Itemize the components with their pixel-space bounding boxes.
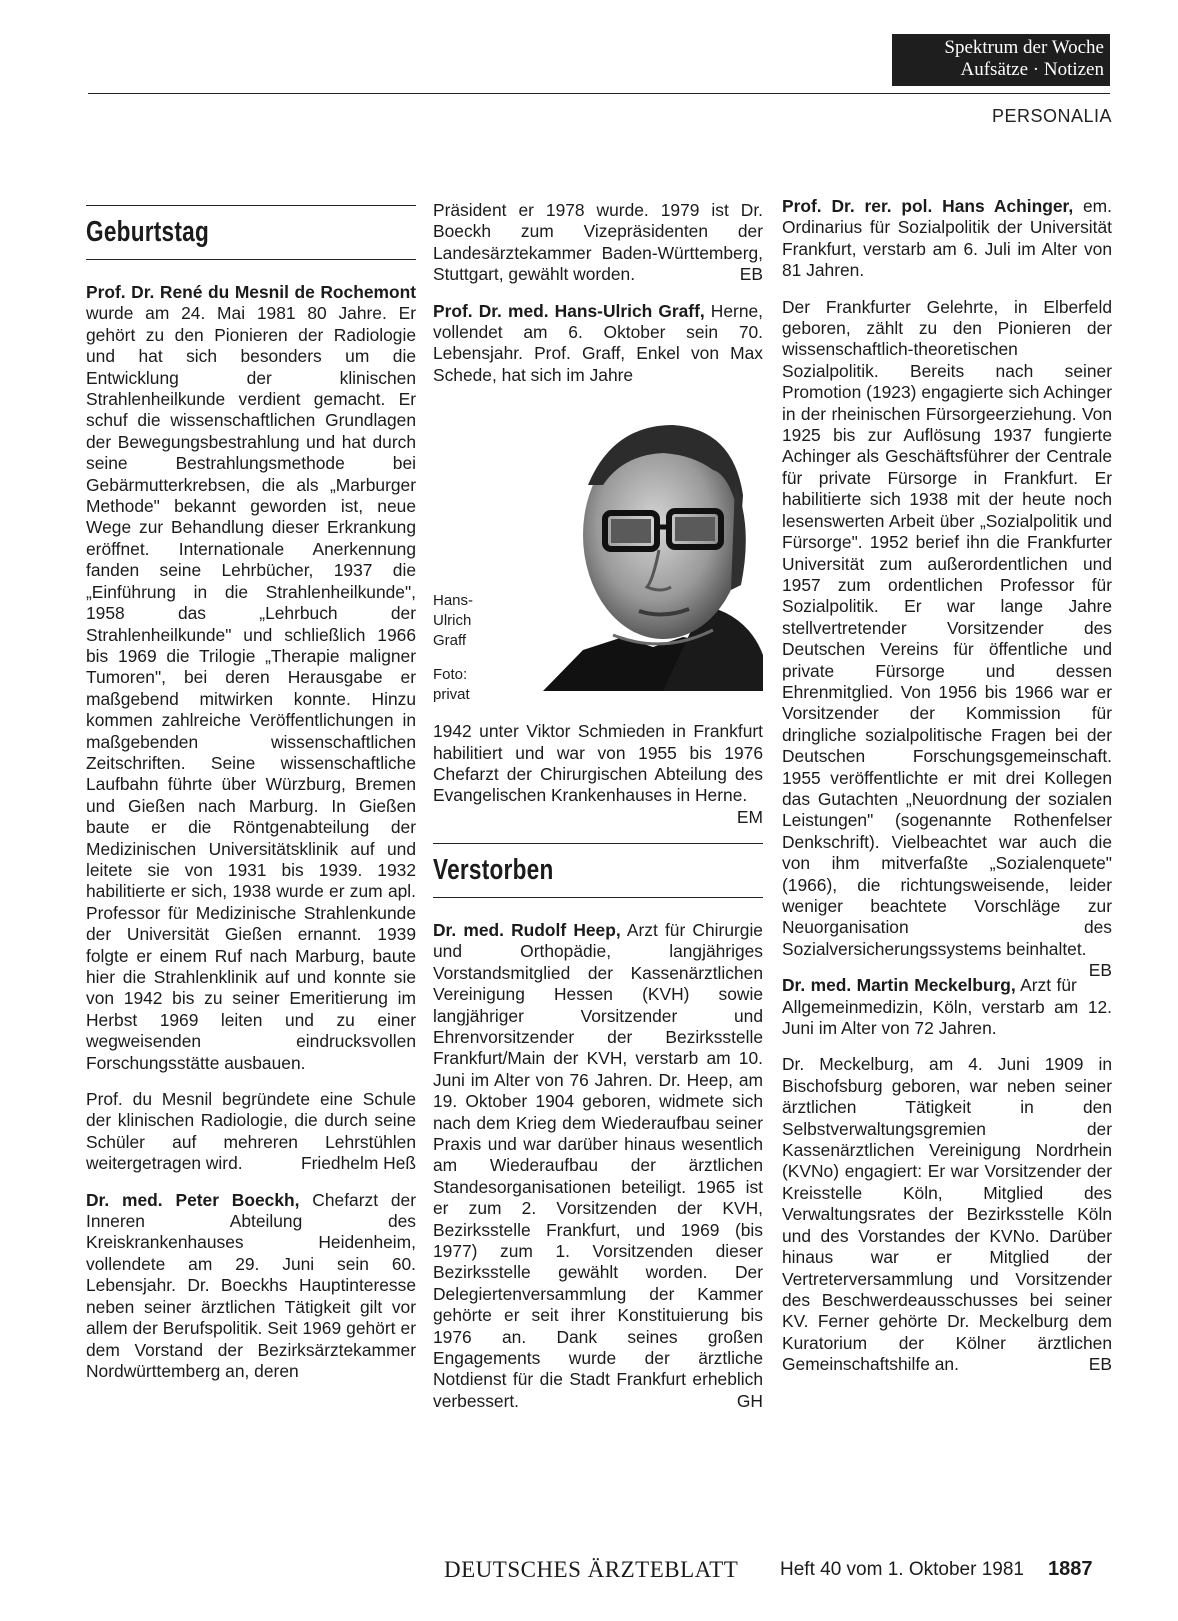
article-text: Präsident er 1978 wurde. 1979 ist Dr. Boeckh zum Vizepräsidenten der Landesärztekammer Baden-Württemberg, Stuttgart, gewählt worden.: [433, 200, 763, 285]
author-signature: EM: [736, 806, 763, 827]
rubric-rule-top: [86, 205, 416, 206]
article-name: Prof. Dr. René du Mesnil de Rochemont: [86, 282, 416, 302]
rubric-geburtstag: Geburtstag: [86, 216, 209, 248]
article-text: 1942 unter Viktor Schmieden in Frankfurt habilitiert und war von 1955 bis 1976 Chefarzt der Chirurgischen Abteilung des Evangelischen Krankenhauses in Herne.: [433, 721, 763, 806]
article-graff: [433, 301, 763, 387]
caption-line: Hans-: [433, 592, 474, 610]
caption-line: privat: [433, 686, 470, 704]
rubric-rule-top: [433, 843, 763, 844]
author-signature: EB: [1088, 1354, 1112, 1375]
issue-info: Heft 40 vom 1. Oktober 1981: [780, 1559, 1024, 1580]
section-badge: [892, 34, 1110, 86]
article-text: Arzt für Allgemeinmedizin, Köln, verstarb am 12. Juni im Alter von 72 Jahren.: [782, 975, 1112, 1039]
article-achinger: [782, 196, 1112, 282]
badge-line-2: Aufsätze · Notizen: [960, 59, 1104, 80]
article-du-mesnil-cont: [86, 1089, 416, 1175]
article-text: Chefarzt der Inneren Abteilung des Kreiskrankenhauses Heidenheim, vollendete am 29. Juni sein 60. Lebensjahr. Dr. Boeckhs Hauptinteresse neben seiner ärztlichen Tätigkeit gilt vor allem der Berufspolitik. Seit 1969 gehört er dem Vorstand der Bezirksärztekammer Nordwürttemberg an, deren: [86, 1189, 417, 1381]
caption-line: Graff: [433, 632, 467, 650]
article-name: Dr. med. Martin Meckelburg,: [782, 975, 1016, 996]
column-2: [433, 200, 763, 1427]
caption-line: Foto:: [433, 666, 468, 684]
author-signature: EB: [739, 264, 763, 285]
article-achinger-cont: [782, 296, 1112, 981]
article-text: Herne, vollendet am 6. Oktober sein 70. Lebensjahr. Prof. Graff, Enkel von Max Schede, hat sich im Jahre: [433, 300, 763, 385]
article-name: Dr. med. Peter Boeckh,: [86, 1189, 300, 1210]
portrait-photo: [543, 415, 763, 691]
rubric-rule-bottom: [433, 897, 763, 898]
article-meckelburg-cont: [782, 1054, 1112, 1375]
badge-line-1: Spektrum der Woche: [944, 37, 1104, 58]
article-boeckh-cont: [433, 200, 763, 286]
column-1: [86, 205, 416, 1397]
article-text: Prof. du Mesnil begründete eine Schule der klinischen Radiologie, die durch seine Schüler auf mehreren Lehrstühlen weitergetragen wird.: [86, 1089, 416, 1174]
author-signature: EB: [1088, 960, 1112, 981]
article-text: wurde am 24. Mai 1981 80 Jahre. Er gehört zu den Pionieren der Radiologie und hat sich besonders um die Entwicklung der klinischen Strahlenheilkunde verdient gemacht. Er schuf die wissenschaftlichen Grundlagen der Bewegungsbestrahlung und hat durch seine Bestrahlungsmethode bei Gebärmutterkrebsen, die als „Marburger Methode" bekannt geworden ist, neue Wege zur Behandlung dieser Erkrankung eröffnet. Internationale Anerkennung fanden seine Lehrbücher, 1937 die „Einführung in die Strahlenheilkunde", 1958 das „Lehrbuch der Strahlenheilkunde" und schließlich 1966 bis 1969 die Trilogie „Therapie maligner Tumoren", bei deren Herausgabe er maßgebend mitwirken konnte. Hinzu kommen zahlreiche Veröffentlichungen in maßgebenden wissenschaftlichen Zeitschriften. Seine wissenschaftliche Laufbahn führte über Würzburg, Bremen und Gießen nach Marburg. In Gießen baute er die Röntgenabteilung der Medizinischen Universitätsklinik auf und leitete sie von 1931 bis 1939. 1932 habilitierte er sich, 1938 wurde er zum apl. Professor für Medizinische Strahlenkunde der Universität Gießen ernannt. 1939 folgte er einem Ruf nach Marburg, baute hier die Strahlenklinik auf und konnte sie von 1942 bis zu seiner Emeritierung im Herbst 1969 leiten und zu einer wegweisenden eindrucksvollen Forschungsstätte ausbauen.: [86, 303, 416, 1073]
article-meckelburg: [782, 975, 1112, 1039]
article-name: Prof. Dr. rer. pol. Hans Achinger,: [782, 196, 1074, 216]
article-heep: [433, 920, 763, 1412]
photo-block: [433, 395, 763, 707]
author-signature: GH: [736, 1390, 763, 1411]
article-graff-cont: [433, 721, 763, 827]
author-signature: Friedhelm Heß: [300, 1153, 416, 1174]
article-name: Prof. Dr. med. Hans-Ulrich Graff,: [433, 300, 705, 321]
column-3: [782, 196, 1112, 1391]
article-text: em. Ordinarius für Sozialpolitik der Universität Frankfurt, verstarb am 6. Juli im Alter von 81 Jahren.: [782, 196, 1112, 281]
article-text: Dr. Meckelburg, am 4. Juni 1909 in Bischofsburg geboren, war neben seiner ärztlichen Tätigkeit in den Selbstverwaltungsgremien der Kassenärztlichen Vereinigung Nordrhein (KVNo) engagiert: Er war Vorsitzender der Kreisstelle Köln, Mitglied des Verwaltungsrates der Bezirksstelle Köln und des Vorstandes der KVNo. Darüber hinaus war er Mitglied der Vertreterversammlung und Vorsitzender des Beschwerdeausschusses bei seiner KV. Ferner gehörte Dr. Meckelburg dem Kuratorium der Kölner ärztlichen Gemeinschaftshilfe an.: [782, 1054, 1112, 1375]
rubric-verstorben: Verstorben: [433, 853, 554, 886]
journal-title: DEUTSCHES ÄRZTEBLATT: [444, 1557, 739, 1582]
article-boeckh: [86, 1190, 416, 1383]
photo-caption: [433, 591, 493, 705]
article-text: Der Frankfurter Gelehrte, in Elberfeld geboren, zählt zu den Pionieren der wissenschaftlich-theoretischen Sozialpolitik. Bereits nach seiner Promotion (1923) engagierte sich Achinger in der rheinischen Fürsorgeerziehung. Von 1925 bis zur Auflösung 1937 fungierte Achinger als Geschäftsführer der Centrale für private Fürsorge in Frankfurt. Er habilitierte sich 1938 mit der heute noch lesenswerten Arbeit über „Sozialpolitik und Fürsorge". 1952 berief ihn die Frankfurter Universität zum außerordentlichen und 1957 zum ordentlichen Professor für Sozialpolitik. Er war lange Jahre stellvertretender Vorsitzender des Deutschen Vereins für öffentliche und private Fürsorge und dessen Ehrenmitglied. Von 1956 bis 1966 war er Vorsitzender der Kommission für dringliche sozialpolitische Fragen bei der Deutschen Forschungsgemeinschaft. 1955 veröffentlichte er mit drei Kollegen das Gutachten „Neuordnung der sozialen Leistungen" (sogenannte Rothenfelser Denkschrift). Vielbeachtet war auch die von ihm mitverfaßte „Sozialenquete" (1966), die richtungsweisende, leider weniger beachtete Vorschläge zur Neuorganisation des Sozialversicherungssystems beinhaltet.: [782, 296, 1112, 959]
article-du-mesnil: [86, 282, 416, 1074]
header-rule: [88, 93, 1110, 94]
page-number: 1887: [1048, 1558, 1093, 1580]
article-text: Arzt für Chirurgie und Orthopädie, langjähriges Vorstandsmitglied der Kassenärztlichen Vereinigung Hessen (KVH) sowie langjähriger Vorsitzender und Ehrenvorsitzender der Bezirksstelle Frankfurt/Main der KVH, verstarb am 10. Juni im Alter von 76 Jahren. Dr. Heep, am 19. Oktober 1904 geboren, widmete sich nach dem Krieg dem Wiederaufbau seiner Praxis und war darüber hinaus wesentlich am Wiederaufbau der ärztlichen Standesorganisationen beteiligt. 1965 ist er zum 2. Vorsitzenden der KVH, Bezirksstelle Frankfurt, und 1969 (bis 1977) zum 1. Vorsitzenden dieser Bezirksstelle gewählt worden. Der Delegiertenversammlung der Kammer gehörte er seit ihrer Konstituierung bis 1976 an. Dank seines großen Engagements wurde der ärztliche Notdienst für die Stadt Frankfurt erheblich verbessert.: [433, 919, 763, 1411]
section-label: PERSONALIA: [991, 106, 1112, 126]
caption-line: Ulrich: [433, 612, 472, 630]
rubric-rule-bottom: [86, 259, 416, 260]
article-name: Dr. med. Rudolf Heep,: [433, 919, 621, 940]
